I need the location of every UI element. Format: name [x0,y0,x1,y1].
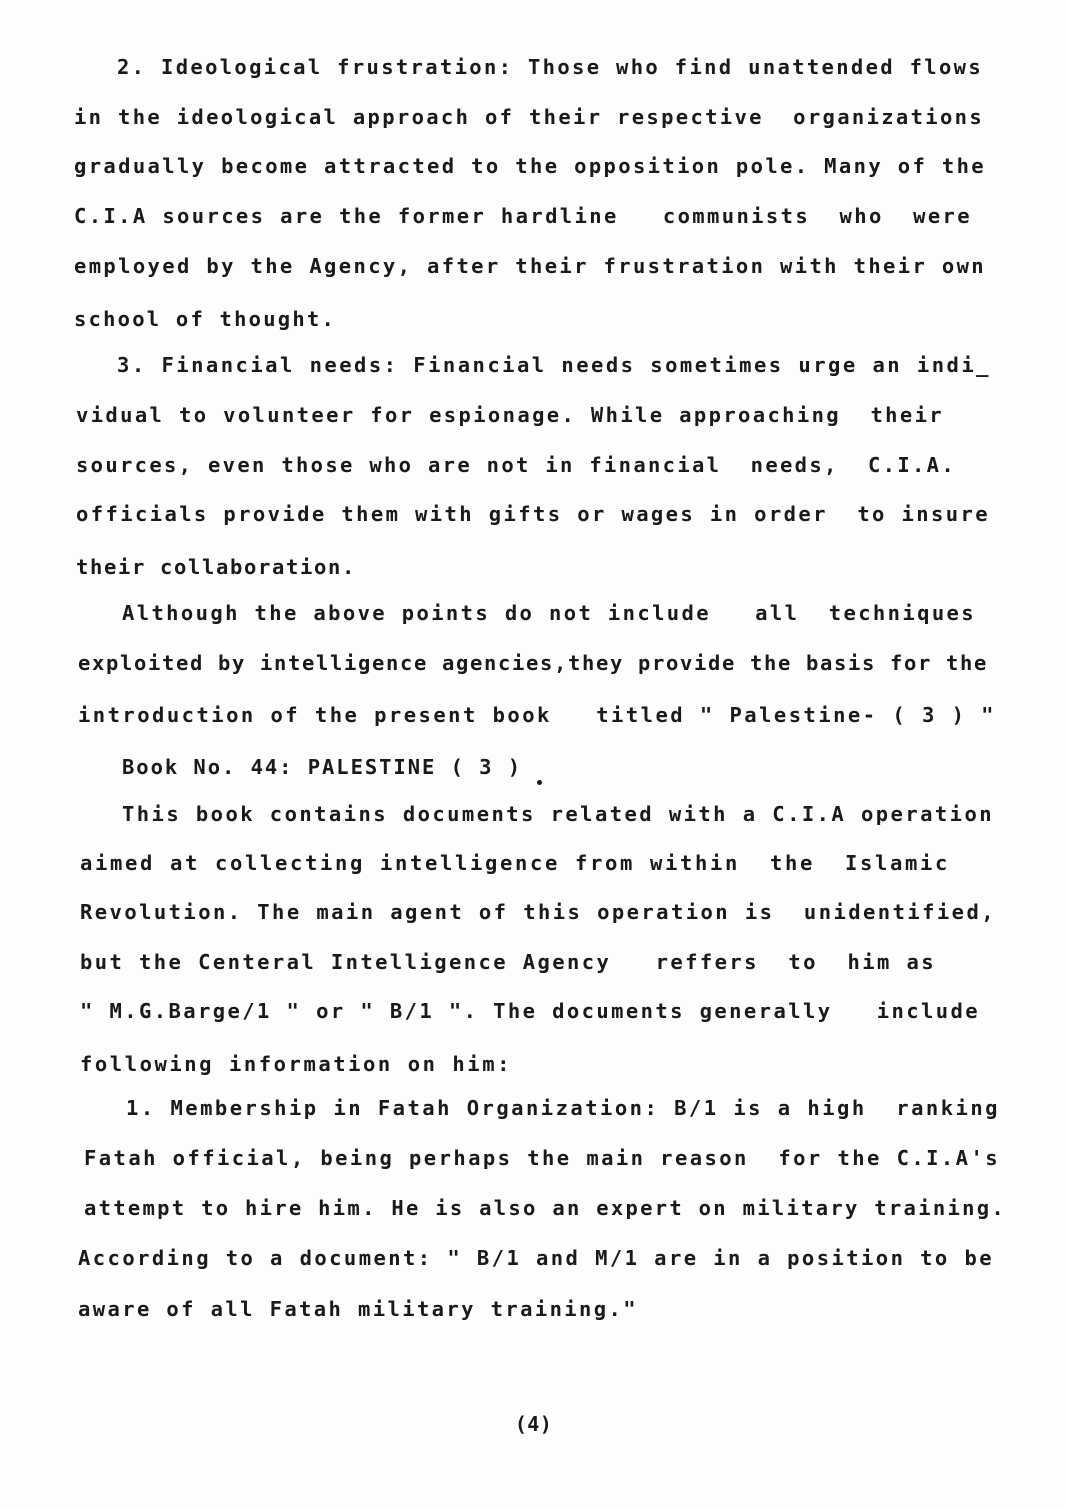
section-heading: Book No. 44: PALESTINE ( 3 ) [122,755,522,779]
text-line: introduction of the present book titled " Palestine- ( 3 ) " [78,703,996,727]
text-line: According to a document: " B/1 and M/1 are in a position to be [78,1246,994,1270]
text-line: following information on him: [80,1052,512,1076]
text-line: aware of all Fatah military training." [78,1297,638,1321]
page-number: (4) [514,1412,553,1436]
text-line: but the Centeral Intelligence Agency reffers to him as [80,950,936,974]
text-line: 2. Ideological frustration: Those who find unattended flows [117,55,983,79]
text-line: gradually become attracted to the opposition pole. Many of the [74,154,986,178]
text-line: " M.G.Barge/1 " or " B/1 ". The documents generally include [80,999,980,1023]
text-line: sources, even those who are not in financial needs, C.I.A. [76,453,956,477]
text-line: 1. Membership in Fatah Organization: B/1 is a high ranking [126,1096,1000,1120]
text-line: Fatah official, being perhaps the main reason for the C.I.A's [84,1146,1000,1170]
ink-mark [537,780,542,785]
text-line: Revolution. The main agent of this operation is unidentified, [80,900,996,924]
text-line: 3. Financial needs: Financial needs sometimes urge an indi_ [117,353,991,377]
text-line: C.I.A sources are the former hardline communists who were [74,204,972,228]
text-line: vidual to volunteer for espionage. While approaching their [76,403,944,427]
text-line: exploited by intelligence agencies,they provide the basis for the [78,651,988,675]
text-line: their collaboration. [76,555,356,579]
text-line: in the ideological approach of their respective organizations [74,105,984,129]
text-line: attempt to hire him. He is also an expert on military training. [84,1196,1006,1220]
text-line: employed by the Agency, after their frustration with their own [74,254,986,278]
text-line: officials provide them with gifts or wages in order to insure [76,502,990,526]
text-line: Although the above points do not include all techniques [122,601,976,625]
text-line: aimed at collecting intelligence from within the Islamic [80,851,950,875]
text-line: school of thought. [74,307,336,331]
text-line: This book contains documents related with a C.I.A operation [122,802,994,826]
